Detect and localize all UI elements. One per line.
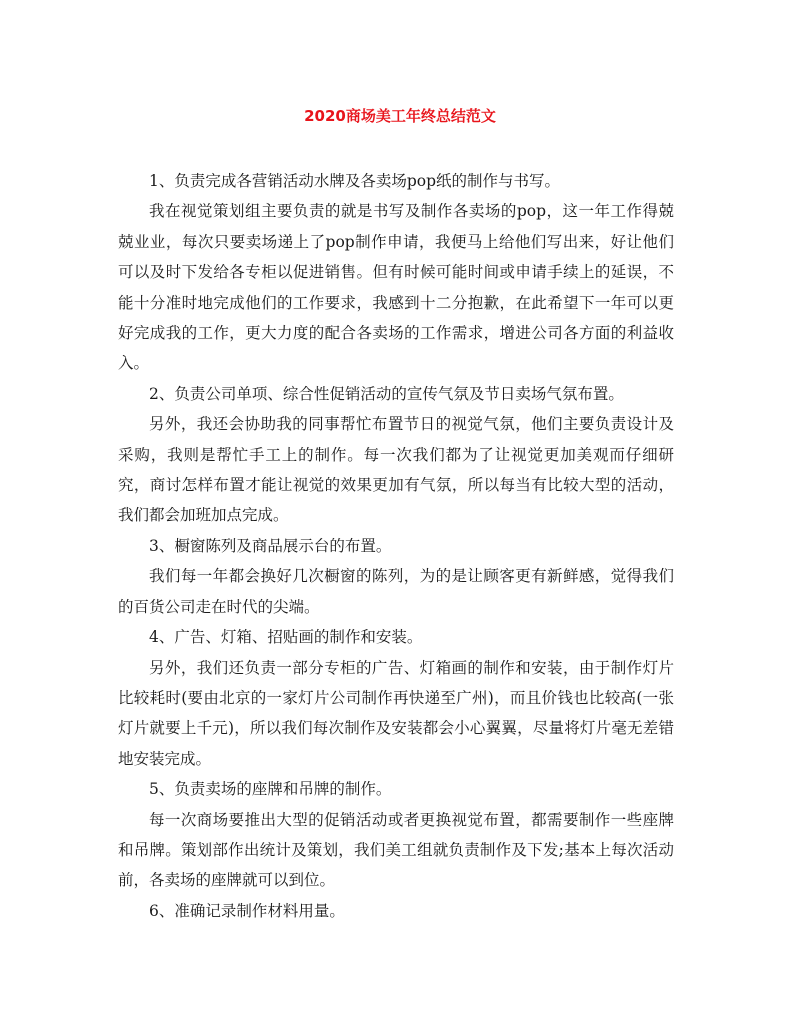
paragraph: 每一次商场要推出大型的促销活动或者更换视觉布置，都需要制作一些座牌和吊牌。策划部作出统计及策划，我们美工组就负责制作及下发;基本上每次活动前，各卖场的座牌就可以到位。 — [118, 810, 674, 890]
paragraph-heading-2: 2、负责公司单项、综合性促销活动的宣传气氛及节日卖场气氛布置。 — [149, 384, 624, 403]
paragraph-heading-1: 1、负责完成各营销活动水牌及各卖场pop纸的制作与书写。 — [149, 172, 561, 190]
document-body — [118, 166, 674, 926]
paragraph-heading-5: 5、负责卖场的座牌和吊牌的制作。 — [149, 780, 392, 799]
paragraph: 我们每一年都会换好几次橱窗的陈列，为的是让顾客更有新鲜感，觉得我们的百货公司走在时代的尖端。 — [118, 567, 674, 616]
paragraph-heading-6: 6、准确记录制作材料用量。 — [149, 901, 345, 920]
paragraph: 另外，我们还负责一部分专柜的广告、灯箱画的制作和安装，由于制作灯片比较耗时(要由北京的一家灯片公司制作再快递至广州)，而且价钱也比较高(一张灯片就要上千元)，所以我们每次制作及安装都会小心翼翼，尽量将灯片毫无差错地安装完成。 — [118, 658, 674, 768]
paragraph-heading-4: 4、广告、灯箱、招贴画的制作和安装。 — [149, 628, 423, 647]
paragraph: 另外，我还会协助我的同事帮忙布置节日的视觉气氛，他们主要负责设计及采购，我则是帮忙手工上的制作。每一次我们都为了让视觉更加美观而仔细研究，商讨怎样布置才能让视觉的效果更加有气氛，所以每当有比较大型的活动，我们都会加班加点完成。 — [118, 415, 674, 525]
paragraph-heading-3: 3、橱窗陈列及商品展示台的布置。 — [149, 536, 392, 555]
paragraph: 我在视觉策划组主要负责的就是书写及制作各卖场的pop，这一年工作得兢兢业业，每次只要卖场递上了pop制作申请，我便马上给他们写出来，好让他们可以及时下发给各专柜以促进销售。但有时候可能时间或申请手续上的延误，不能十分准时地完成他们的工作要求，我感到十二分抱歉，在此希望下一年可以更好完成我的工作，更大力度的配合各卖场的工作需求，增进公司各方面的利益收入。 — [118, 202, 674, 373]
document-title: 2020商场美工年终总结范文 — [304, 107, 496, 125]
